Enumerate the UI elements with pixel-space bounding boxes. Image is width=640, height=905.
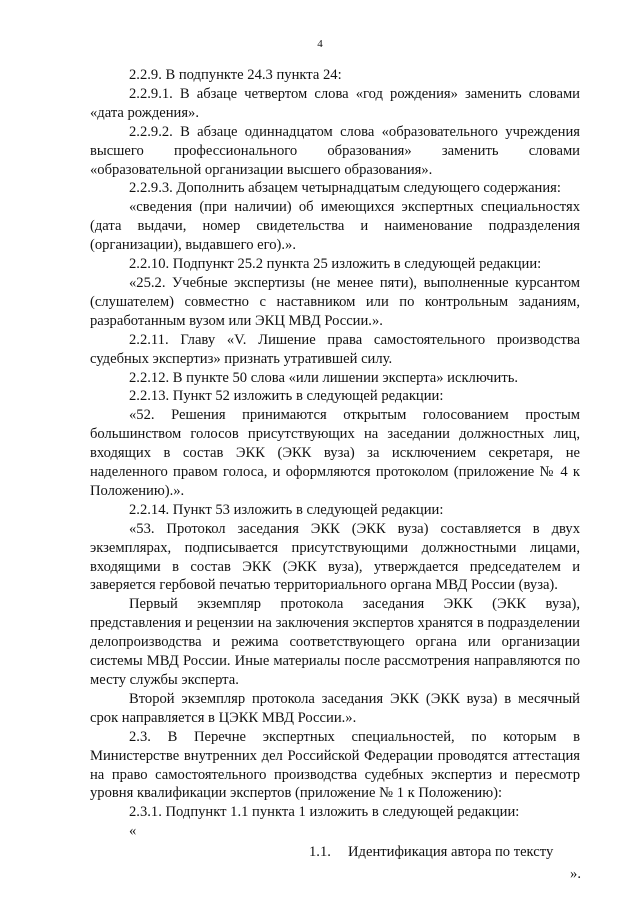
opening-quote-mark: « xyxy=(129,823,137,840)
page-number: 4 xyxy=(317,38,323,50)
paragraph-second-copy: Второй экземпляр протокола заседания ЭКК (ЭКК вуза) в месячный срок направляется в ЦЭКК МВД России.». xyxy=(90,690,580,726)
paragraph-2-2-9-1: 2.2.9.1. В абзаце четвертом слова «год рождения» заменить словами «дата рождения». xyxy=(90,85,580,121)
paragraph-2-2-13: 2.2.13. Пункт 52 изложить в следующей редакции: xyxy=(129,388,444,405)
paragraph-quote-53: «53. Протокол заседания ЭКК (ЭКК вуза) составляется в двух экземплярах, подписывается присутствующими должностными лицами, входящими в состав ЭКК (ЭКК вуза), утверждается председателем и заверяется гербовой печатью территориального органа МВД России (вуза). xyxy=(90,520,580,594)
paragraph-2-3-1: 2.3.1. Подпункт 1.1 пункта 1 изложить в следующей редакции: xyxy=(129,804,520,821)
paragraph-2-2-11: 2.2.11. Главу «V. Лишение права самостоятельного производства судебных экспертиз» признать утратившей силу. xyxy=(90,331,580,367)
closing-quote-mark: ». xyxy=(570,866,581,883)
paragraph-2-2-10: 2.2.10. Подпункт 25.2 пункта 25 изложить в следующей редакции: xyxy=(129,256,542,273)
paragraph-quote-52: «52. Решения принимаются открытым голосованием простым большинством голосов присутствующих на заседании должностных лиц, входящих в состав ЭКК (ЭКК вуза) за исключением секретаря, не наделенного правом голоса, и оформляются протоколом (приложение № 4 к Положению).». xyxy=(90,407,580,499)
specialty-item-number: 1.1. xyxy=(309,844,331,861)
document-body xyxy=(90,66,580,883)
paragraph-2-2-12: 2.2.12. В пункте 50 слова «или лишении эксперта» исключить. xyxy=(129,369,519,386)
paragraph-quote-25-2: «25.2. Учебные экспертизы (не менее пяти), выполненные курсантом (слушателем) совместно с наставником или по контрольным заданиям, разработанным вузом или ЭКЦ МВД России.». xyxy=(90,274,580,329)
paragraph-2-2-9: 2.2.9. В подпункте 24.3 пункта 24: xyxy=(129,67,342,83)
closing-quote-row xyxy=(90,863,580,883)
paragraph-2-2-9-2: 2.2.9.2. В абзаце одиннадцатом слова «образовательного учреждения высшего профессионального образования» заменить словами «образовательной организации высшего образования». xyxy=(90,123,580,178)
paragraph-quote-expert-specialties: «сведения (при наличии) об имеющихся экспертных специальностях (дата выдачи, номер свидетельства и наименование подразделения (организации), выдавшего его).». xyxy=(90,199,580,254)
paragraph-first-copy: Первый экземпляр протокола заседания ЭКК (ЭКК вуза), представления и рецензии на заключения экспертов хранятся в подразделении делопроизводства и режима соответствующего органа или организации системы МВД России. Иные материалы после рассмотрения направляются по месту службы эксперта. xyxy=(90,596,580,688)
paragraph-2-2-9-3: 2.2.9.3. Дополнить абзацем четырнадцатым следующего содержания: xyxy=(129,180,561,197)
paragraph-2-3: 2.3. В Перечне экспертных специальностей, по которым в Министерстве внутренних дел Российской Федерации проводятся аттестация на право самостоятельного производства судебных экспертиз и пересмотр уровня квалификации экспертов (приложение № 1 к Положению): xyxy=(90,728,580,802)
paragraph-2-2-14: 2.2.14. Пункт 53 изложить в следующей редакции: xyxy=(129,501,444,518)
specialty-item-text: Идентификация автора по тексту xyxy=(348,844,554,861)
specialty-item-row xyxy=(90,841,580,863)
